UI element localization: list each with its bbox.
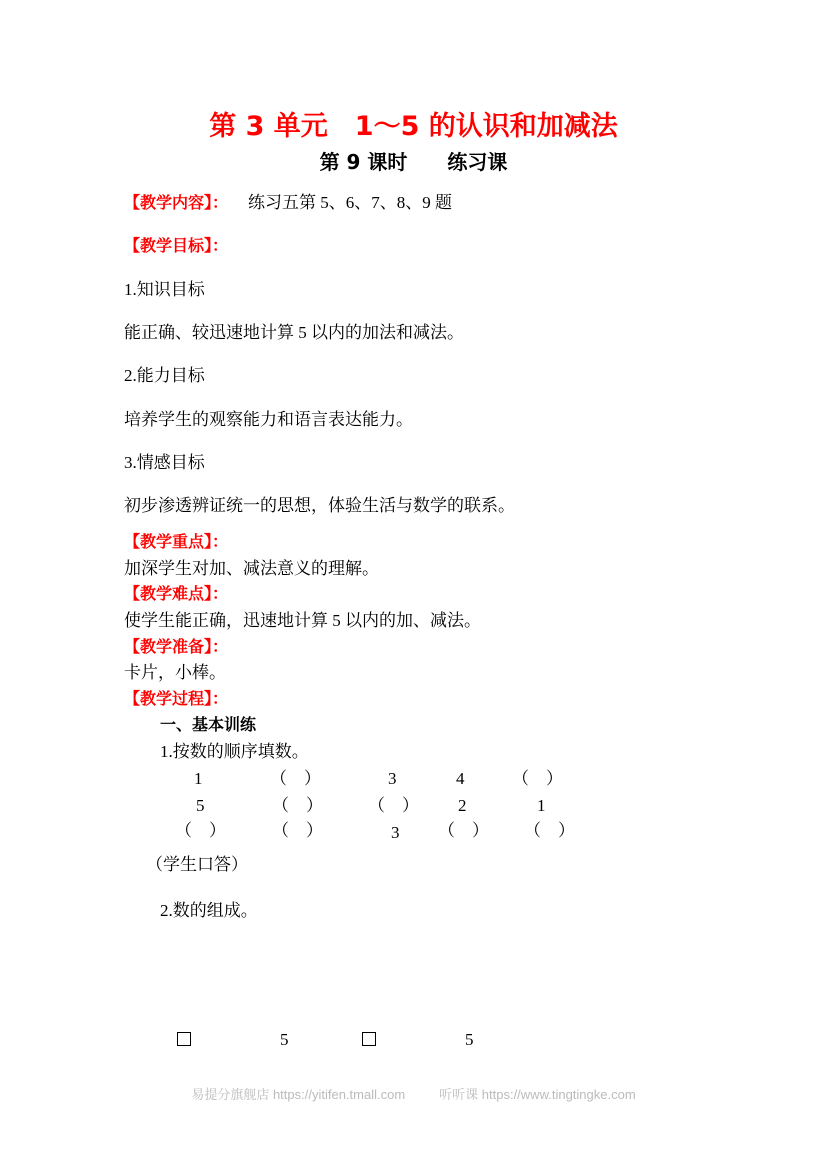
prep-label: 【教学准备】： xyxy=(124,637,229,656)
goal-text: 能正确、较迅速地计算 5 以内的加法和减法。 xyxy=(124,323,464,342)
goal-heading: 3.情感目标 xyxy=(124,453,205,472)
prep-text: 卡片，小棒。 xyxy=(124,663,226,682)
composition-total: 5 xyxy=(465,1030,474,1049)
sequence-blank: （ ） xyxy=(270,769,321,788)
goal-heading: 1.知识目标 xyxy=(124,280,205,299)
sequence-blank: （ ） xyxy=(175,821,226,840)
content-label: 【教学内容】： xyxy=(124,193,229,212)
sequence-item: 4 xyxy=(456,769,465,788)
footer-watermark xyxy=(0,1084,827,1103)
blank-box xyxy=(362,1032,376,1046)
difficulty-text: 使学生能正确，迅速地计算 5 以内的加、减法。 xyxy=(124,611,481,630)
unit-title: 第 3 单元 1～5 的认识和加减法 xyxy=(209,111,618,142)
section-heading: 一、基本训练 xyxy=(160,715,257,734)
blank-box xyxy=(177,1032,191,1046)
sequence-blank: （ ） xyxy=(272,796,323,815)
sequence-blank: （ ） xyxy=(368,796,419,815)
sequence-item: 2 xyxy=(458,796,467,815)
question-2: 2.数的组成。 xyxy=(160,901,258,920)
sequence-item: 1 xyxy=(194,769,203,788)
sequence-item: 3 xyxy=(388,769,397,788)
sequence-item: 3 xyxy=(391,823,400,842)
footer-right: 听听课 https://www.tingtingke.com xyxy=(439,1087,636,1102)
key-label: 【教学重点】： xyxy=(124,532,229,551)
footer-left: 易提分旗舰店 https://yitifen.tmall.com xyxy=(191,1087,406,1102)
goals-label: 【教学目标】： xyxy=(124,236,229,255)
goal-text: 培养学生的观察能力和语言表达能力。 xyxy=(124,410,413,429)
process-label: 【教学过程】： xyxy=(124,689,229,708)
sequence-blank: （ ） xyxy=(524,821,575,840)
question-1: 1.按数的顺序填数。 xyxy=(160,742,309,761)
sequence-blank: （ ） xyxy=(438,821,489,840)
content-row xyxy=(124,192,452,214)
answer-note: （学生口答） xyxy=(146,855,248,874)
goal-text: 初步渗透辨证统一的思想，体验生活与数学的联系。 xyxy=(124,496,515,515)
sequence-item: 5 xyxy=(196,796,205,815)
composition-total: 5 xyxy=(280,1030,289,1049)
lesson-title: 第 9 课时 练习课 xyxy=(319,150,508,174)
sequence-item: 1 xyxy=(537,796,546,815)
content-text: 练习五第 5、6、7、8、9 题 xyxy=(248,193,453,212)
difficulty-label: 【教学难点】： xyxy=(124,584,229,603)
sequence-blank: （ ） xyxy=(512,769,563,788)
sequence-blank: （ ） xyxy=(272,821,323,840)
goal-heading: 2.能力目标 xyxy=(124,366,205,385)
key-text: 加深学生对加、减法意义的理解。 xyxy=(124,559,379,578)
